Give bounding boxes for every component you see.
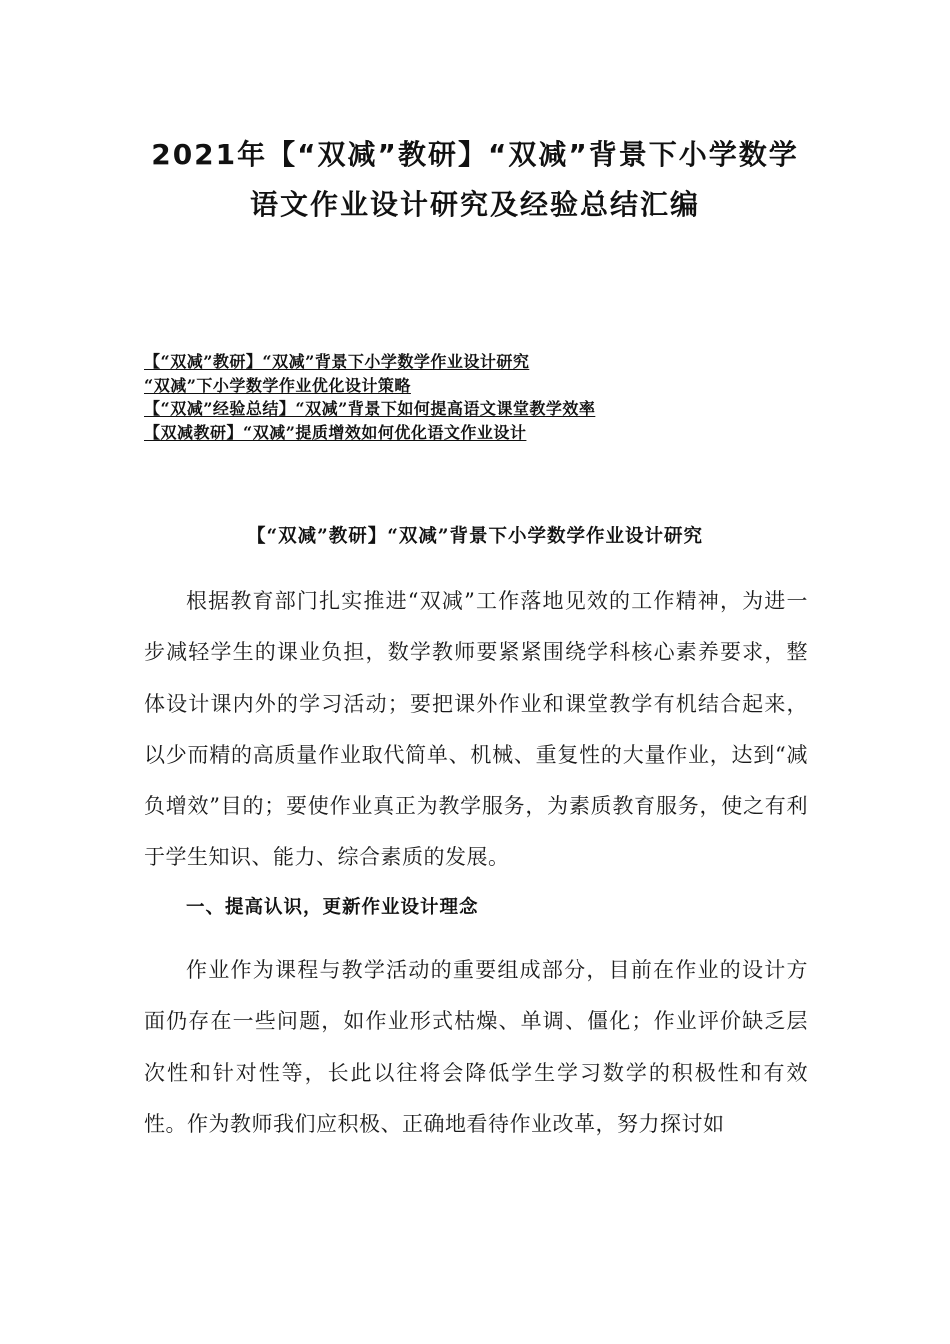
table-of-contents bbox=[144, 350, 804, 444]
subheading-1: 一、提高认识，更新作业设计理念 bbox=[186, 897, 479, 918]
toc-link-math-homework-research[interactable]: 【“双减”教研】“双减”背景下小学数学作业设计研究 bbox=[144, 352, 530, 371]
section-heading: 【“双减”教研】“双减”背景下小学数学作业设计研究 bbox=[246, 526, 704, 547]
body-paragraph-2: 作业作为课程与教学活动的重要组成部分，目前在作业的设计方面仍存在一些问题，如作业形式枯燥、单调、僵化；作业评价缺乏层次性和针对性等，长此以往将会降低学生学习数学的积极性和有效性。作为教师我们应积极、正确地看待作业改革，努力探讨如 bbox=[144, 958, 808, 1136]
document-title-line-2: 语文作业设计研究及经验总结汇编 bbox=[249, 188, 700, 221]
body-paragraph-1: 根据教育部门扎实推进“双减”工作落地见效的工作精神，为进一步减轻学生的课业负担，数学教师要紧紧围绕学科核心素养要求，整体设计课内外的学习活动；要把课外作业和课堂教学有机结合起来，以少而精的高质量作业取代简单、机械、重复性的大量作业，达到“减负增效”目的；要使作业真正为教学服务，为素质教育服务，使之有利于学生知识、能力、综合素质的发展。 bbox=[144, 589, 808, 870]
toc-link-chinese-homework-design[interactable]: 【双减教研】“双减”提质增效如何优化语文作业设计 bbox=[144, 422, 527, 442]
toc-link-chinese-classroom-efficiency[interactable]: 【“双减”经验总结】“双减”背景下如何提高语文课堂教学效率 bbox=[144, 399, 596, 418]
document-title-line-1: 2021年【“双减”教研】“双减”背景下小学数学 bbox=[151, 138, 799, 171]
toc-link-math-homework-strategy[interactable]: “双减”下小学数学作业优化设计策略 bbox=[144, 375, 411, 395]
